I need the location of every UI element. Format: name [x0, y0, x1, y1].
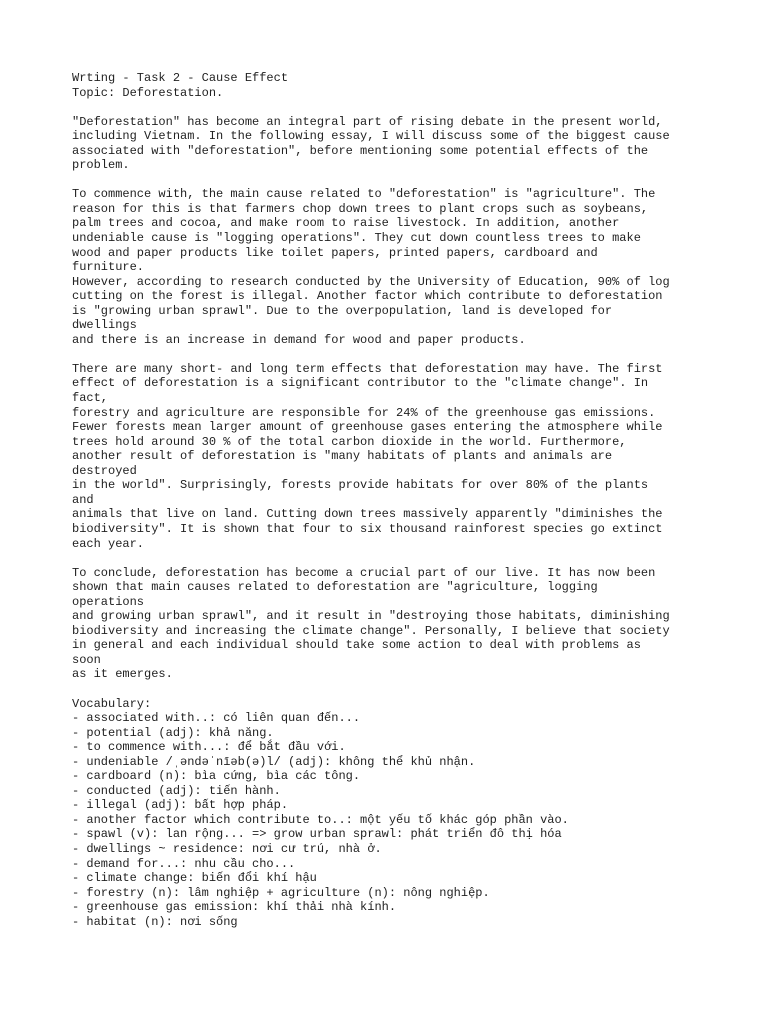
vocabulary-item: - associated with..: có liên quan đến...: [72, 711, 361, 726]
text-line: undeniable cause is "logging operations". They cut down countless trees to make: [72, 231, 641, 246]
text-line: and there is an increase in demand for wood and paper products.: [72, 332, 526, 347]
text-line: soon: [72, 652, 101, 667]
conclusion-paragraph: [72, 566, 712, 682]
text-line: fact,: [72, 391, 109, 406]
vocabulary-item: - another factor which contribute to..: một yếu tố khác góp phần vào.: [72, 812, 569, 827]
paragraph-spacer: [72, 551, 712, 566]
text-line: and: [72, 492, 94, 507]
text-line: biodiversity and increasing the climate change". Personally, I believe that society: [72, 623, 670, 638]
text-line: dwellings: [72, 318, 137, 333]
text-line: is "growing urban sprawl". Due to the overpopulation, land is developed for: [72, 303, 613, 318]
text-line: cutting on the forest is illegal. Another factor which contribute to deforestation: [72, 289, 663, 304]
text-line: another result of deforestation is "many habitats of plants and animals are: [72, 449, 613, 464]
paragraph-spacer: [72, 347, 712, 362]
paragraph-spacer: [72, 173, 712, 188]
text-line: and growing urban sprawl", and it result in "destroying those habitats, diminishing: [72, 609, 670, 624]
paragraph-spacer: [72, 682, 712, 697]
text-line: effect of deforestation is a significant contributor to the "climate change". In: [72, 376, 649, 391]
vocabulary-item: - dwellings ~ residence: nơi cư trú, nhà ở.: [72, 841, 382, 856]
text-line: shown that main causes related to deforestation are "agriculture, logging: [72, 580, 598, 595]
causes-paragraph: [72, 187, 712, 347]
text-line: trees hold around 30 % of the total carbon dioxide in the world. Furthermore,: [72, 434, 627, 449]
text-line: furniture.: [72, 260, 145, 275]
vocabulary-heading: Vocabulary:: [72, 696, 152, 711]
vocabulary-item: - undeniable /ˌəndəˈnīəb(ə)l/ (adj): không thể khủ nhận.: [72, 754, 476, 769]
vocabulary-item: - illegal (adj): bất hợp pháp.: [72, 798, 289, 813]
vocabulary-item: - spawl (v): lan rộng... => grow urban sprawl: phát triển đô thị hóa: [72, 827, 562, 842]
document-page: [72, 71, 712, 929]
text-line: To conclude, deforestation has become a crucial part of our live. It has now been: [72, 565, 656, 580]
text-line: including Vietnam. In the following essay, I will discuss some of the biggest cause: [72, 129, 670, 144]
text-line: There are many short- and long term effects that deforestation may have. The first: [72, 361, 663, 376]
vocabulary-list: [72, 711, 712, 929]
intro-paragraph: [72, 115, 712, 173]
document-title: Wrting - Task 2 - Cause Effect: [72, 71, 289, 85]
text-line: in general and each individual should take some action to deal with problems as: [72, 638, 641, 653]
vocabulary-item: - conducted (adj): tiến hành.: [72, 783, 281, 798]
vocabulary-item: - potential (adj): khả năng.: [72, 725, 274, 740]
text-line: However, according to research conducted by the University of Education, 90% of log: [72, 274, 670, 289]
document-topic: Topic: Deforestation.: [72, 85, 224, 100]
text-line: in the world". Surprisingly, forests provide habitats for over 80% of the plants: [72, 478, 649, 493]
effects-paragraph: [72, 362, 712, 551]
text-line: destroyed: [72, 463, 137, 478]
text-line: To commence with, the main cause related to "deforestation" is "agriculture". The: [72, 187, 656, 202]
vocabulary-item: - forestry (n): lâm nghiệp + agriculture (n): nông nghiệp.: [72, 885, 490, 900]
text-line: biodiversity". It is shown that four to six thousand rainforest species go extinct: [72, 521, 663, 536]
text-line: "Deforestation" has become an integral part of rising debate in the present world,: [72, 114, 663, 129]
vocabulary-item: - greenhouse gas emission: khí thải nhà kính.: [72, 900, 397, 915]
text-line: Fewer forests mean larger amount of greenhouse gases entering the atmosphere while: [72, 420, 663, 435]
vocabulary-item: - climate change: biến đổi khí hậu: [72, 871, 317, 886]
vocabulary-item: - to commence with...: để bắt đầu với.: [72, 740, 346, 755]
text-line: each year.: [72, 536, 145, 551]
text-line: problem.: [72, 158, 130, 173]
vocabulary-item: - demand for...: nhu cầu cho...: [72, 856, 296, 871]
text-line: reason for this is that farmers chop down trees to plant crops such as soybeans,: [72, 201, 649, 216]
paragraph-spacer: [72, 100, 712, 115]
text-line: wood and paper products like toilet papers, printed papers, cardboard and: [72, 245, 598, 260]
text-line: animals that live on land. Cutting down trees massively apparently "diminishes the: [72, 507, 663, 522]
text-line: palm trees and cocoa, and make room to raise livestock. In addition, another: [72, 216, 620, 231]
vocabulary-item: - cardboard (n): bìa cứng, bìa các tông.: [72, 769, 361, 784]
text-line: as it emerges.: [72, 667, 173, 682]
vocabulary-item: - habitat (n): nơi sống: [72, 914, 238, 929]
text-line: forestry and agriculture are responsible for 24% of the greenhouse gas emissions.: [72, 405, 656, 420]
text-line: operations: [72, 594, 145, 609]
text-line: associated with "deforestation", before mentioning some potential effects of the: [72, 143, 649, 158]
